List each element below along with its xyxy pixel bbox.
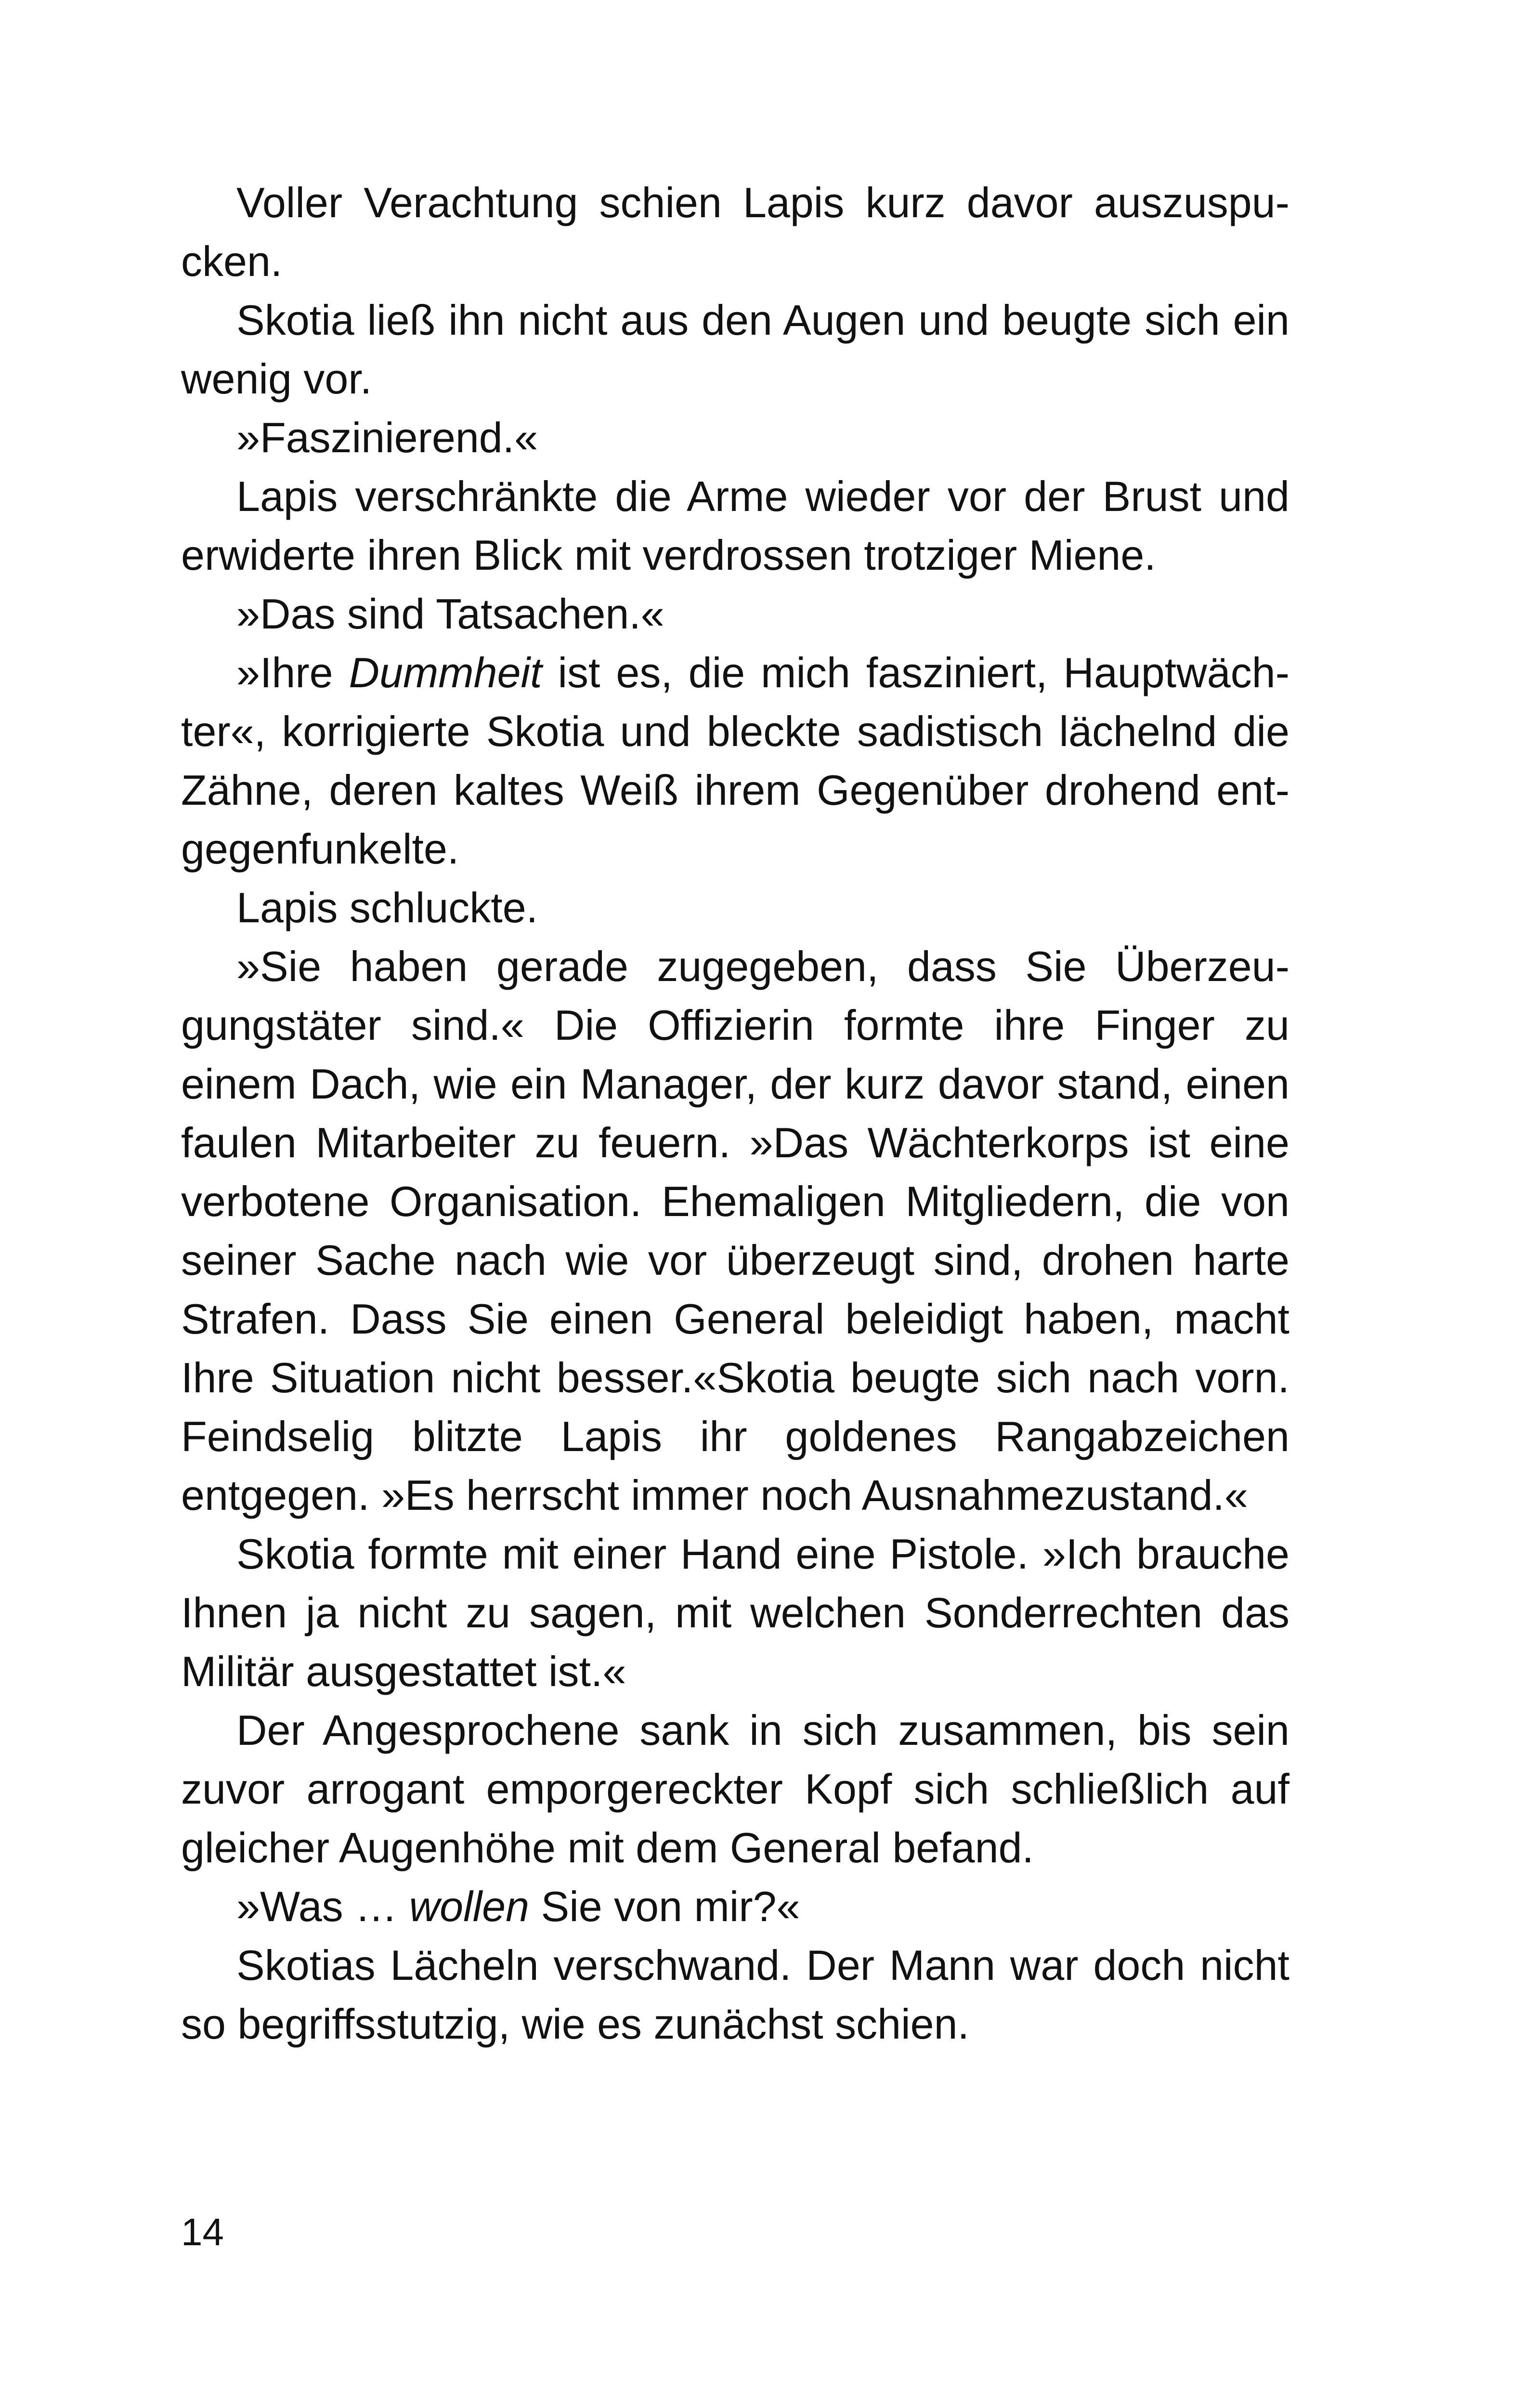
paragraph: Lapis schluckte. (236, 884, 538, 931)
paragraph-text: »Ihre (236, 649, 349, 696)
emphasis-text: wollen (409, 1883, 530, 1930)
paragraph: Lapis verschränkte die Arme wieder vor der Brust und erwiderte ihren Blick mit verdrossen trotziger Miene. (181, 472, 1289, 579)
paragraph: »Faszinierend.« (236, 414, 538, 461)
page-number: 14 (181, 2211, 224, 2253)
paragraph: Der Angesprochene sank in sich zusammen, bis sein zuvor arrogant emporgereckter Kopf sich schließlich auf gleicher Augenhöhe mit dem General befand. (181, 1706, 1289, 1871)
body-text (181, 173, 1289, 2054)
emphasis-text: Dummheit (349, 649, 542, 696)
paragraph: »Sie haben gerade zugegeben, dass Sie Überzeugungstäter sind.« Die Offizierin formte ihre Finger zu einem Dach, wie ein Manager, der kurz davor stand, einen faulen Mitarbeiter zu feuern. »Das Wächterkorps ist eine verbotene Organisation. Ehemaligen Mitgliedern, die von seiner Sache nach wie vor überzeugt sind, drohen harte Strafen. Dass Sie einen General beleidigt haben, macht Ihre Situation nicht besser.«Skotia beugte sich nach vorn. Feindselig blitzte Lapis ihr goldenes Rangabzeichen entgegen. »Es herrscht immer noch Ausnahmezustand.« (181, 942, 1289, 1519)
paragraph: Skotias Lächeln verschwand. Der Mann war doch nicht so begriffsstutzig, wie es zunächst schien. (181, 1941, 1289, 2048)
paragraph: »Das sind Tatsachen.« (236, 590, 664, 638)
paragraph-text: ist es, die mich fasziniert, Hauptwächter«, korrigierte Skotia und bleckte sadistisch lächelnd die Zähne, deren kaltes Weiß ihrem Gegenüber drohend entgegenfunkelte. (181, 649, 1289, 873)
paragraph: Skotia ließ ihn nicht aus den Augen und beugte sich ein wenig vor. (181, 296, 1289, 403)
paragraph: Voller Verachtung schien Lapis kurz davor auszuspucken. (181, 179, 1289, 285)
paragraph-text: Sie von mir?« (529, 1883, 800, 1930)
paragraph (181, 1877, 1289, 1936)
paragraph (181, 643, 1289, 878)
paragraph-text: »Was … (236, 1883, 409, 1930)
paragraph: Skotia formte mit einer Hand eine Pistole. »Ich brauche Ihnen ja nicht zu sagen, mit welchen Sonderrechten das Militär ausgestattet ist.« (181, 1530, 1289, 1695)
